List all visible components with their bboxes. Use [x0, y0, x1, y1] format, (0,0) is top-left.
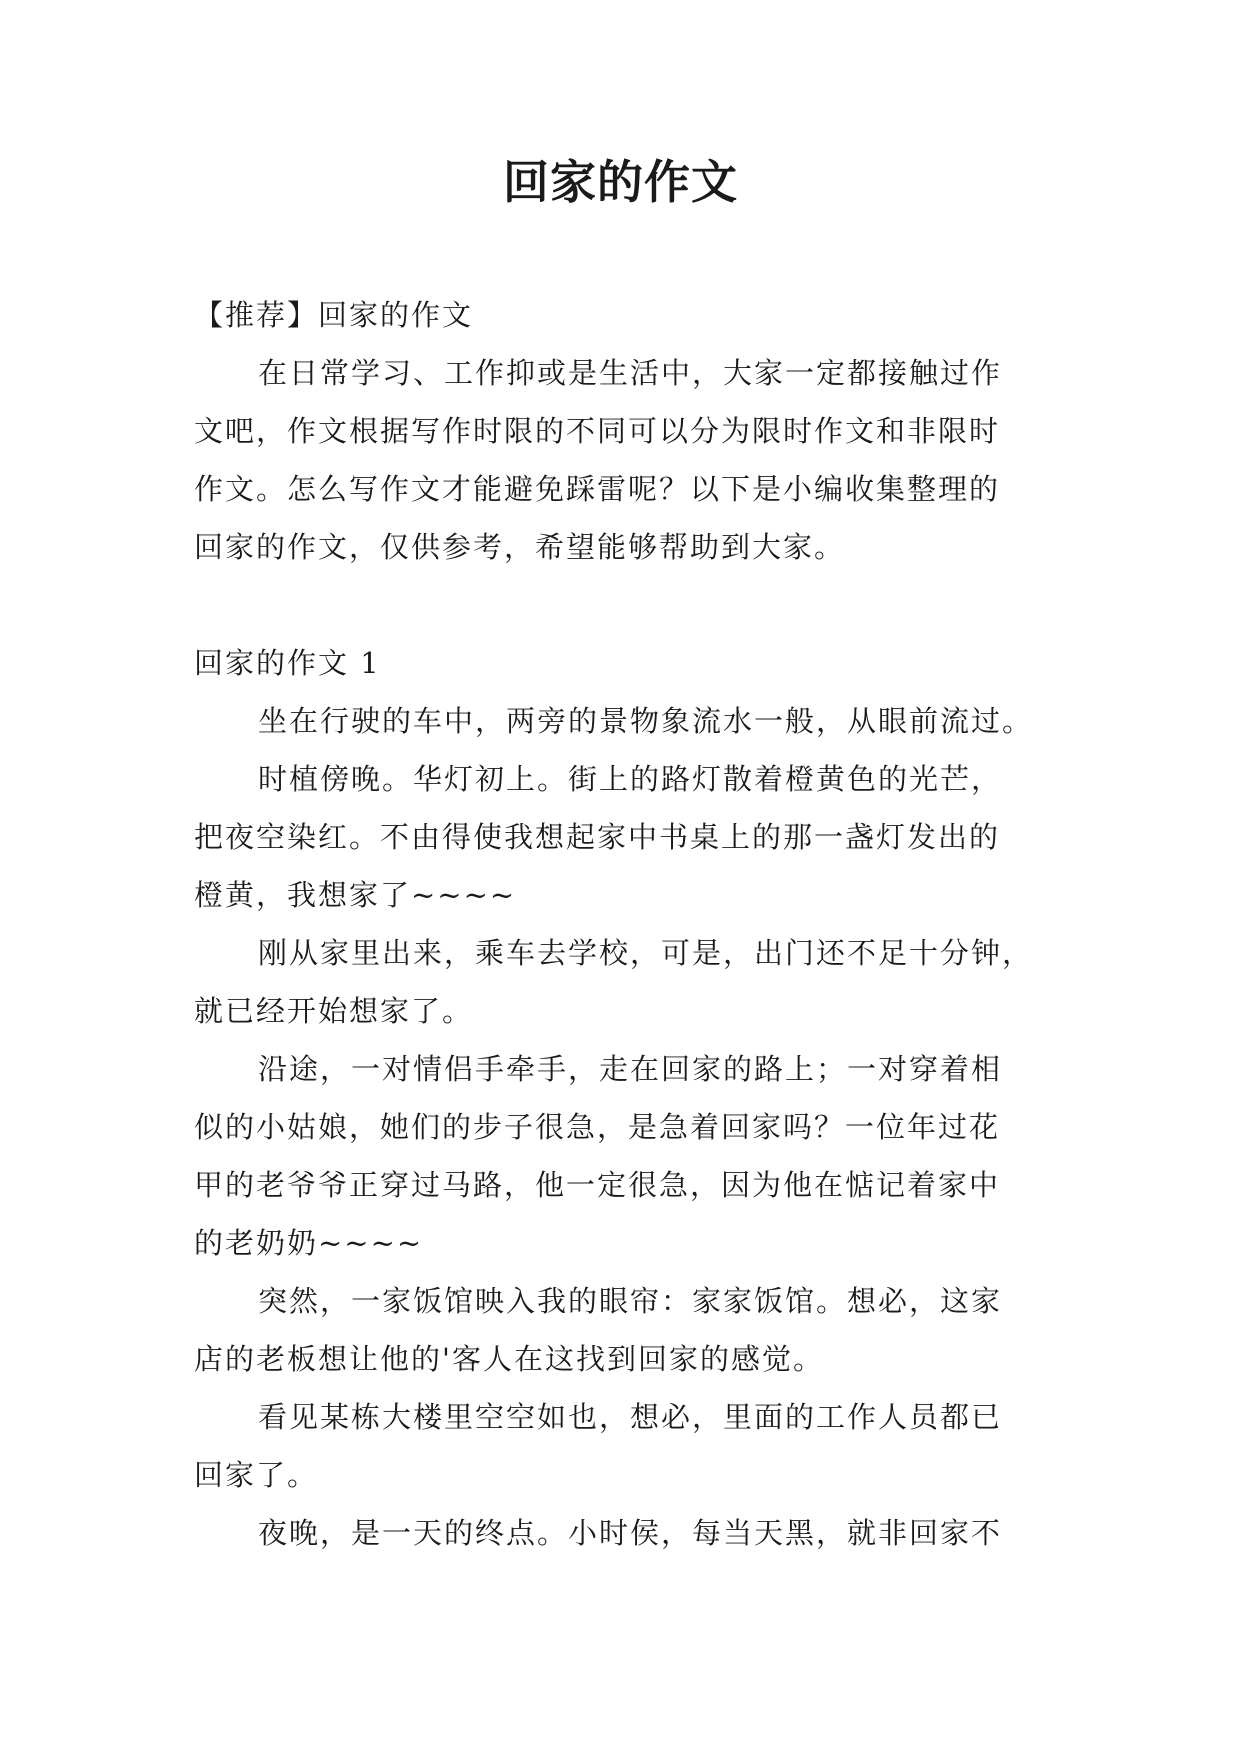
blank-line [194, 576, 1074, 634]
paragraph [194, 1040, 1074, 1272]
paragraph [194, 1504, 1074, 1562]
paragraph-line: 回家了。 [194, 1458, 319, 1492]
paragraph-line: 似的小姑娘，她们的步子很急，是急着回家吗？一位年过花 [194, 1110, 1001, 1144]
section-heading: 回家的作文 1 [194, 646, 381, 680]
page-title: 回家的作文 [503, 155, 738, 209]
paragraph [194, 750, 1074, 924]
paragraph-line: 橙黄，我想家了~~~~ [194, 878, 517, 912]
paragraph-line: 的老奶奶~~~~ [194, 1226, 424, 1260]
paragraph-line: 坐在行驶的车中，两旁的景物象流水一般，从眼前流过。 [258, 704, 1034, 738]
intro-line: 作文。怎么写作文才能避免踩雷呢？以下是小编收集整理的 [194, 472, 1001, 506]
paragraph [194, 692, 1074, 750]
document-body [194, 286, 1074, 1562]
paragraph-line: 突然，一家饭馆映入我的眼帘：家家饭馆。想必，这家 [258, 1284, 1003, 1318]
paragraph [194, 1388, 1074, 1504]
paragraph-line: 把夜空染红。不由得使我想起家中书桌上的那一盏灯发出的 [194, 820, 1001, 854]
paragraph-line: 夜晚，是一天的终点。小时侯，每当天黑，就非回家不 [258, 1516, 1003, 1550]
intro-heading: 【推荐】回家的作文 [194, 298, 474, 332]
paragraph-line: 店的老板想让他的'客人在这找到回家的感觉。 [194, 1342, 824, 1376]
paragraph [194, 1272, 1074, 1388]
intro-paragraph [194, 344, 1074, 576]
paragraph-line: 时植傍晚。华灯初上。街上的路灯散着橙黄色的光芒， [258, 762, 1003, 796]
intro-line: 文吧，作文根据写作时限的不同可以分为限时作文和非限时 [194, 414, 1001, 448]
paragraph-line: 刚从家里出来，乘车去学校，可是，出门还不足十分钟， [258, 936, 1034, 970]
paragraph-line: 看见某栋大楼里空空如也，想必，里面的工作人员都已 [258, 1400, 1003, 1434]
paragraph-line: 沿途，一对情侣手牵手，走在回家的路上；一对穿着相 [258, 1052, 1003, 1086]
paragraph-line: 就已经开始想家了。 [194, 994, 474, 1028]
intro-line: 回家的作文，仅供参考，希望能够帮助到大家。 [194, 530, 846, 564]
paragraph-line: 甲的老爷爷正穿过马路，他一定很急，因为他在惦记着家中 [194, 1168, 1001, 1202]
intro-line: 在日常学习、工作抑或是生活中，大家一定都接触过作 [258, 356, 1003, 390]
paragraph [194, 924, 1074, 1040]
